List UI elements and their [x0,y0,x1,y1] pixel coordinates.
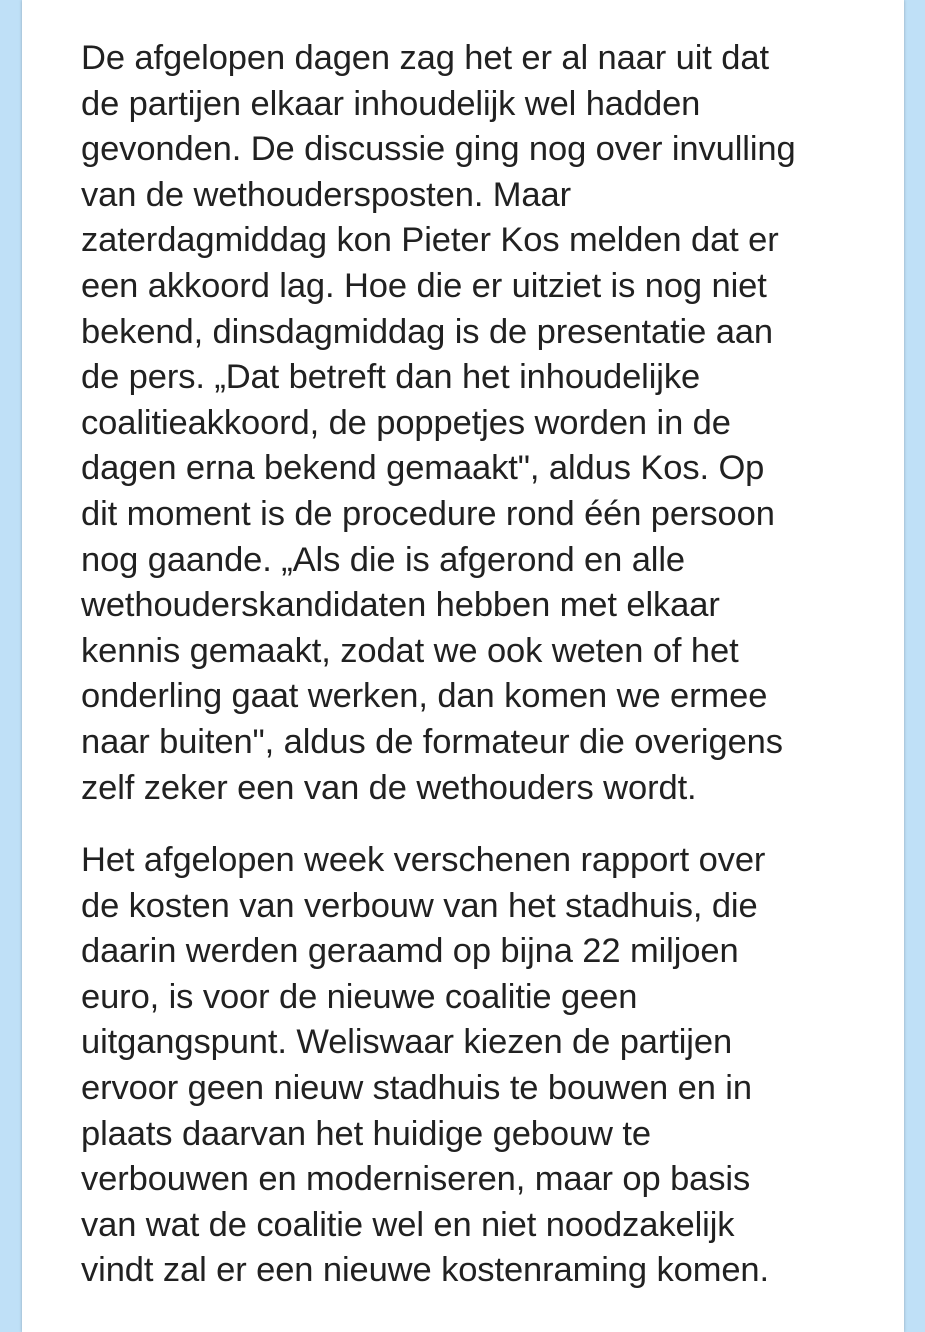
paragraph-line: bekend, dinsdagmiddag is de presentatie aan [81,312,773,351]
paragraph-line: zaterdagmiddag kon Pieter Kos melden dat er [81,221,779,260]
article-paragraph-1 [81,36,881,811]
paragraph-line: een akkoord lag. Hoe die er uitziet is nog niet [81,266,767,305]
paragraph-line: van wat de coalitie wel en niet noodzakelijk [81,1205,735,1244]
paragraph-line: zelf zeker een van de wethouders wordt. [81,768,697,807]
paragraph-line: coalitieakkoord, de poppetjes worden in de [81,403,731,442]
article-body [81,36,881,1321]
paragraph-line: Het afgelopen week verschenen rapport over [81,841,766,880]
article-page [22,0,904,1332]
paragraph-line: verbouwen en moderniseren, maar op basis [81,1160,751,1199]
paragraph-line: onderling gaat werken, dan komen we ermee [81,677,768,716]
paragraph-line: de partijen elkaar inhoudelijk wel hadden [81,84,701,123]
paragraph-line: De afgelopen dagen zag het er al naar uit dat [81,39,769,77]
paragraph-line: dit moment is de procedure rond één persoon [81,494,775,533]
paragraph-line: nog gaande. „Als die is afgerond en alle [81,540,686,579]
paragraph-line: daarin werden geraamd op bijna 22 miljoen [81,932,739,971]
paragraph-line: de kosten van verbouw van het stadhuis, die [81,886,758,925]
article-paragraph-2 [81,838,881,1294]
paragraph-line: de pers. „Dat betreft dan het inhoudelijke [81,358,701,397]
paragraph-line: euro, is voor de nieuwe coalitie geen [81,977,638,1016]
paragraph-line: vindt zal er een nieuwe kostenraming komen. [81,1251,769,1290]
paragraph-line: uitgangspunt. Weliswaar kiezen de partijen [81,1023,733,1062]
paragraph-line: van de wethoudersposten. Maar [81,175,571,214]
paragraph-line: gevonden. De discussie ging nog over invulling [81,130,796,169]
paragraph-line: ervoor geen nieuw stadhuis te bouwen en in [81,1069,752,1108]
paragraph-line: kennis gemaakt, zodat we ook weten of het [81,631,739,670]
paragraph-line: dagen erna bekend gemaakt", aldus Kos. Op [81,449,765,488]
paragraph-line: wethouderskandidaten hebben met elkaar [81,586,720,625]
paragraph-line: naar buiten", aldus de formateur die overigens [81,722,783,761]
paragraph-line: plaats daarvan het huidige gebouw te [81,1114,651,1153]
